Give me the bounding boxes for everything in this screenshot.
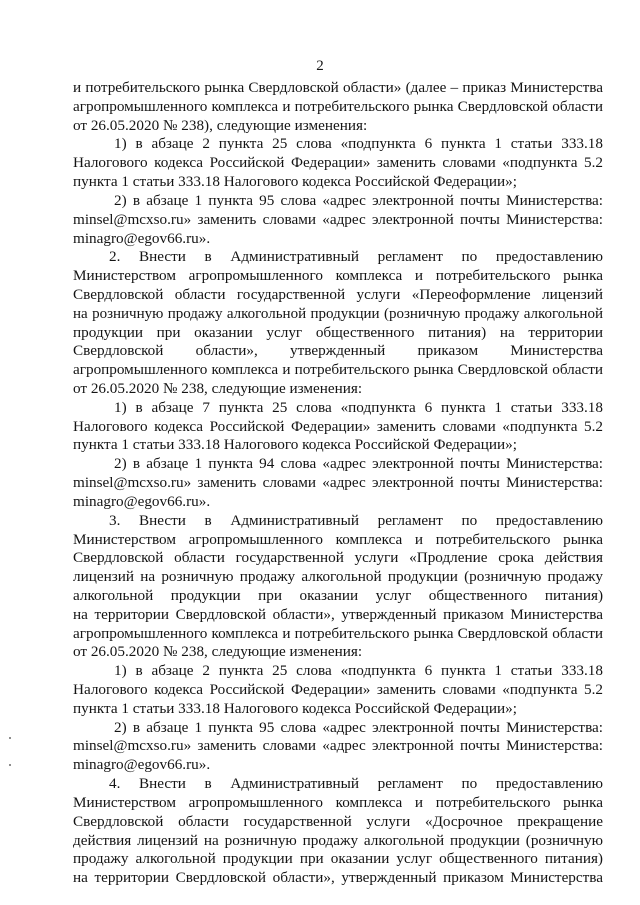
- text-line: от 26.05.2020 № 238, следующие изменения:: [73, 643, 363, 661]
- text-line: от 26.05.2020 № 238, следующие изменения:: [73, 380, 363, 397]
- text-line: на территории Свердловской области», утвержденный приказом Министерства: [73, 869, 603, 887]
- text-line: и потребительского рынка Свердловской области» (далее – приказ Министерства: [73, 79, 603, 96]
- text-line: на территории Свердловской области», утвержденный приказом Министерства: [73, 605, 603, 623]
- text-line: 2) в абзаце 1 пункта 95 слова «адрес электронной почты Министерства:: [114, 191, 603, 209]
- text-line: агропромышленного комплекса и потребительского рынка Свердловской области: [73, 97, 603, 115]
- text-line: minsel@mcxso.ru» заменить словами «адрес электронной почты Министерства:: [73, 737, 603, 755]
- text-line: minsel@mcxso.ru» заменить словами «адрес электронной почты Министерства:: [73, 474, 603, 492]
- text-line: minagro@egov66.ru».: [73, 229, 211, 247]
- text-line: Свердловской области», утвержденный приказом Министерства: [73, 342, 603, 360]
- text-line: Налогового кодекса Российской Федерации» заменить словами «подпункта 5.2: [73, 154, 603, 172]
- text-line: Налогового кодекса Российской Федерации» заменить словами «подпункта 5.2: [73, 417, 603, 435]
- text-line: minagro@egov66.ru».: [73, 756, 211, 774]
- text-line: minagro@egov66.ru».: [73, 492, 211, 510]
- text-line: действия лицензий на розничную продажу алкогольной продукции (розничную: [73, 831, 603, 849]
- text-line: 2) в абзаце 1 пункта 94 слова «адрес электронной почты Министерства:: [114, 455, 603, 473]
- text-line: пункта 1 статьи 333.18 Налогового кодекса Российской Федерации»;: [73, 173, 517, 191]
- text-line: алкогольной продукции при оказании услуг общественного питания): [73, 586, 603, 604]
- text-line: Министерством агропромышленного комплекса и потребительского рынка: [73, 793, 603, 811]
- text-line: minsel@mcxso.ru» заменить словами «адрес электронной почты Министерства:: [73, 210, 603, 228]
- text-line: агропромышленного комплекса и потребительского рынка Свердловской области: [73, 361, 603, 379]
- text-line: пункта 1 статьи 333.18 Налогового кодекса Российской Федерации»;: [73, 699, 517, 717]
- page-number: 2: [316, 58, 324, 74]
- text-line: 1) в абзаце 7 пункта 25 слова «подпункта 6 пункта 1 статьи 333.18: [114, 398, 603, 416]
- text-line: Министерством агропромышленного комплекса и потребительского рынка: [73, 530, 603, 548]
- text-line: лицензий на розничную продажу алкогольной продукции (розничную продажу: [73, 568, 603, 586]
- text-line: от 26.05.2020 № 238), следующие изменения:: [73, 116, 368, 134]
- text-line: продажу алкогольной продукции при оказании услуг общественного питания): [73, 850, 603, 868]
- text-line: на розничную продажу алкогольной продукции (розничную продажу алкогольной: [73, 305, 603, 322]
- text-line: 3. Внести в Административный регламент по предоставлению: [109, 511, 603, 529]
- text-line: 1) в абзаце 2 пункта 25 слова «подпункта 6 пункта 1 статьи 333.18: [114, 662, 603, 680]
- text-line: 1) в абзаце 2 пункта 25 слова «подпункта 6 пункта 1 статьи 333.18: [114, 135, 603, 153]
- text-line: Свердловской области государственной услуги «Переоформление лицензий: [73, 285, 603, 303]
- document-body: [73, 79, 603, 888]
- text-line: Налогового кодекса Российской Федерации» заменить словами «подпункта 5.2: [73, 681, 603, 698]
- text-line: Свердловской области государственной услуги «Досрочное прекращение: [73, 812, 603, 830]
- scan-artifact: [9, 737, 11, 739]
- text-line: продукции при оказании услуг общественного питания) на территории: [73, 323, 603, 341]
- text-line: пункта 1 статьи 333.18 Налогового кодекса Российской Федерации»;: [73, 436, 517, 454]
- text-line: 4. Внести в Административный регламент по предоставлению: [109, 775, 603, 793]
- text-line: Министерством агропромышленного комплекса и потребительского рынка: [73, 267, 603, 285]
- text-line: 2. Внести в Административный регламент по предоставлению: [109, 248, 603, 266]
- text-line: агропромышленного комплекса и потребительского рынка Свердловской области: [73, 624, 603, 642]
- text-line: 2) в абзаце 1 пункта 95 слова «адрес электронной почты Министерства:: [114, 718, 603, 736]
- text-line: Свердловской области государственной услуги «Продление срока действия: [73, 549, 603, 567]
- scan-artifact: [9, 764, 11, 766]
